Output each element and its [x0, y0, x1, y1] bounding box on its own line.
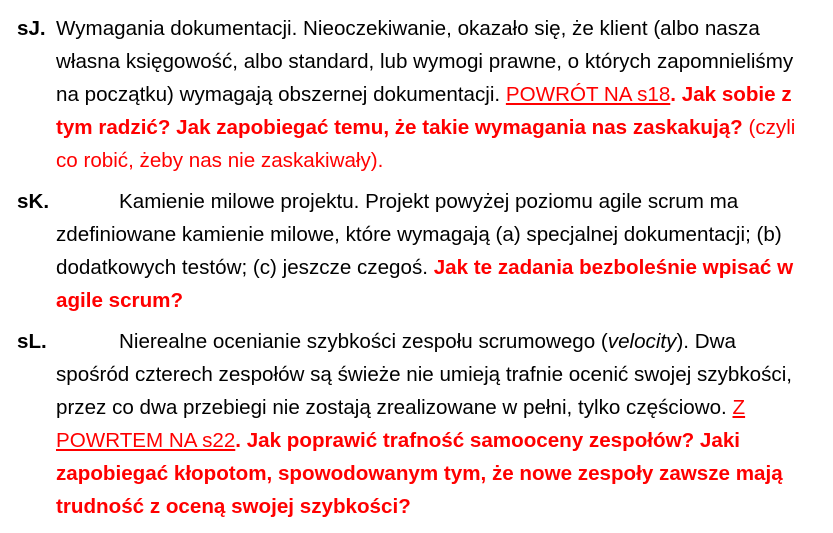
item-text-continued: ). Dwa spośród czterech zespołów są świeże nie umieją trafnie ocenić swojej szybkości, przez co dwa przebiegi nie zostają zrealizowane w pełni, tylko częściowo. [56, 330, 792, 419]
item-label: sJ. [17, 17, 46, 40]
item-question: . Jak sobie z tym radzić? Jak zapobiegać temu, że takie wymagania nas zaskakują? [56, 83, 792, 139]
list-item-sj [0, 12, 833, 177]
back-link-s22[interactable]: Z POWRTEM NA s22 [56, 396, 746, 452]
back-link-s18[interactable]: POWRÓT NA s18 [505, 83, 671, 106]
item-label: sK. [17, 190, 50, 213]
list-item-sk [0, 185, 833, 317]
item-question: Jak te zadania bezboleśnie wpisać w agile scrum? [56, 256, 794, 312]
item-note: (czyli co robić, żeby nas nie zaskakiwały). [56, 116, 796, 172]
item-text: Wymagania dokumentacji. Nieoczekiwanie, okazało się, że klient (albo nasza własna księgowość, albo standard, lub wymogi prawne, o których zapomnieliśmy na początku) wymagają obszernej dokumentacji. [56, 17, 794, 106]
item-text: Nierealne ocenianie szybkości zespołu scrumowego ( [119, 330, 608, 353]
list-item-sl [0, 325, 833, 523]
item-label: sL. [17, 330, 47, 353]
item-question: . Jak poprawić trafność samooceny zespołów? Jaki zapobiegać kłopotom, spowodowanym tym, że nowe zespoły zawsze mają trudność z oceną swojej szybkości? [56, 429, 783, 518]
item-text: Kamienie milowe projektu. Projekt powyżej poziomu agile scrum ma zdefiniowane kamienie milowe, które wymagają (a) specjalnej dokumentacji; (b) dodatkowych testów; (c) jeszcze czegoś. [56, 190, 782, 279]
item-italic-term: velocity [607, 330, 677, 353]
